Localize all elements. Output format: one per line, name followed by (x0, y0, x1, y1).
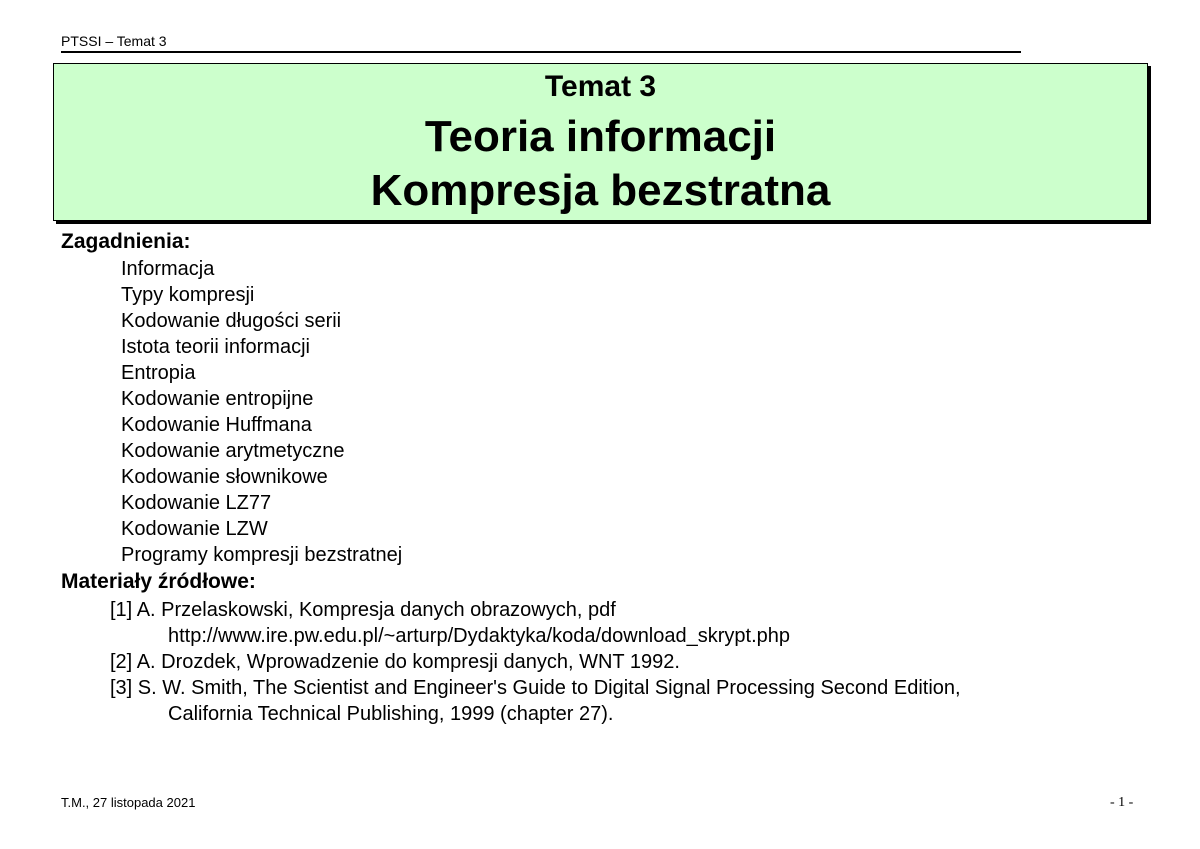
reference-text: [2] A. Drozdek, Wprowadzenie do kompresji danych, WNT 1992. (110, 651, 680, 673)
references-list (110, 597, 961, 727)
list-item: Kodowanie arytmetyczne (121, 440, 345, 462)
list-item: Kodowanie Huffmana (121, 414, 312, 436)
list-item: Informacja (121, 258, 215, 280)
reference-continuation: California Technical Publishing, 1999 (chapter 27). (168, 703, 614, 725)
list-item: Kodowanie LZW (121, 518, 268, 540)
list-item: Kodowanie LZ77 (121, 492, 272, 514)
list-item: Kodowanie długości serii (121, 310, 342, 332)
page-number: - 1 - (1110, 795, 1134, 810)
title-box (53, 63, 1148, 221)
reference-url: http://www.ire.pw.edu.pl/~arturp/Dydaktyka/koda/download_skrypt.php (168, 625, 791, 647)
main-title: Teoria informacji (424, 112, 777, 161)
reference-text: [3] S. W. Smith, The Scientist and Engineer's Guide to Digital Signal Processing Second Edition, (110, 677, 961, 699)
reference-item (110, 597, 961, 649)
running-header: PTSSI – Temat 3 (61, 34, 1021, 53)
subtitle: Kompresja bezstratna (370, 166, 831, 215)
topic-number: Temat 3 (544, 70, 657, 103)
list-item: Kodowanie entropijne (121, 388, 314, 410)
list-item: Entropia (121, 362, 196, 384)
sources-heading: Materiały źródłowe: (61, 570, 256, 593)
list-item: Typy kompresji (121, 284, 255, 306)
list-item: Programy kompresji bezstratnej (121, 544, 403, 566)
topics-heading: Zagadnienia: (61, 230, 191, 253)
reference-item (110, 675, 961, 727)
reference-item (110, 649, 961, 675)
list-item: Kodowanie słownikowe (121, 466, 328, 488)
list-item: Istota teorii informacji (121, 336, 310, 358)
reference-text: [1] A. Przelaskowski, Kompresja danych obrazowych, pdf (110, 599, 616, 621)
footer-author-date: T.M., 27 listopada 2021 (61, 795, 196, 810)
topics-list (121, 256, 402, 568)
